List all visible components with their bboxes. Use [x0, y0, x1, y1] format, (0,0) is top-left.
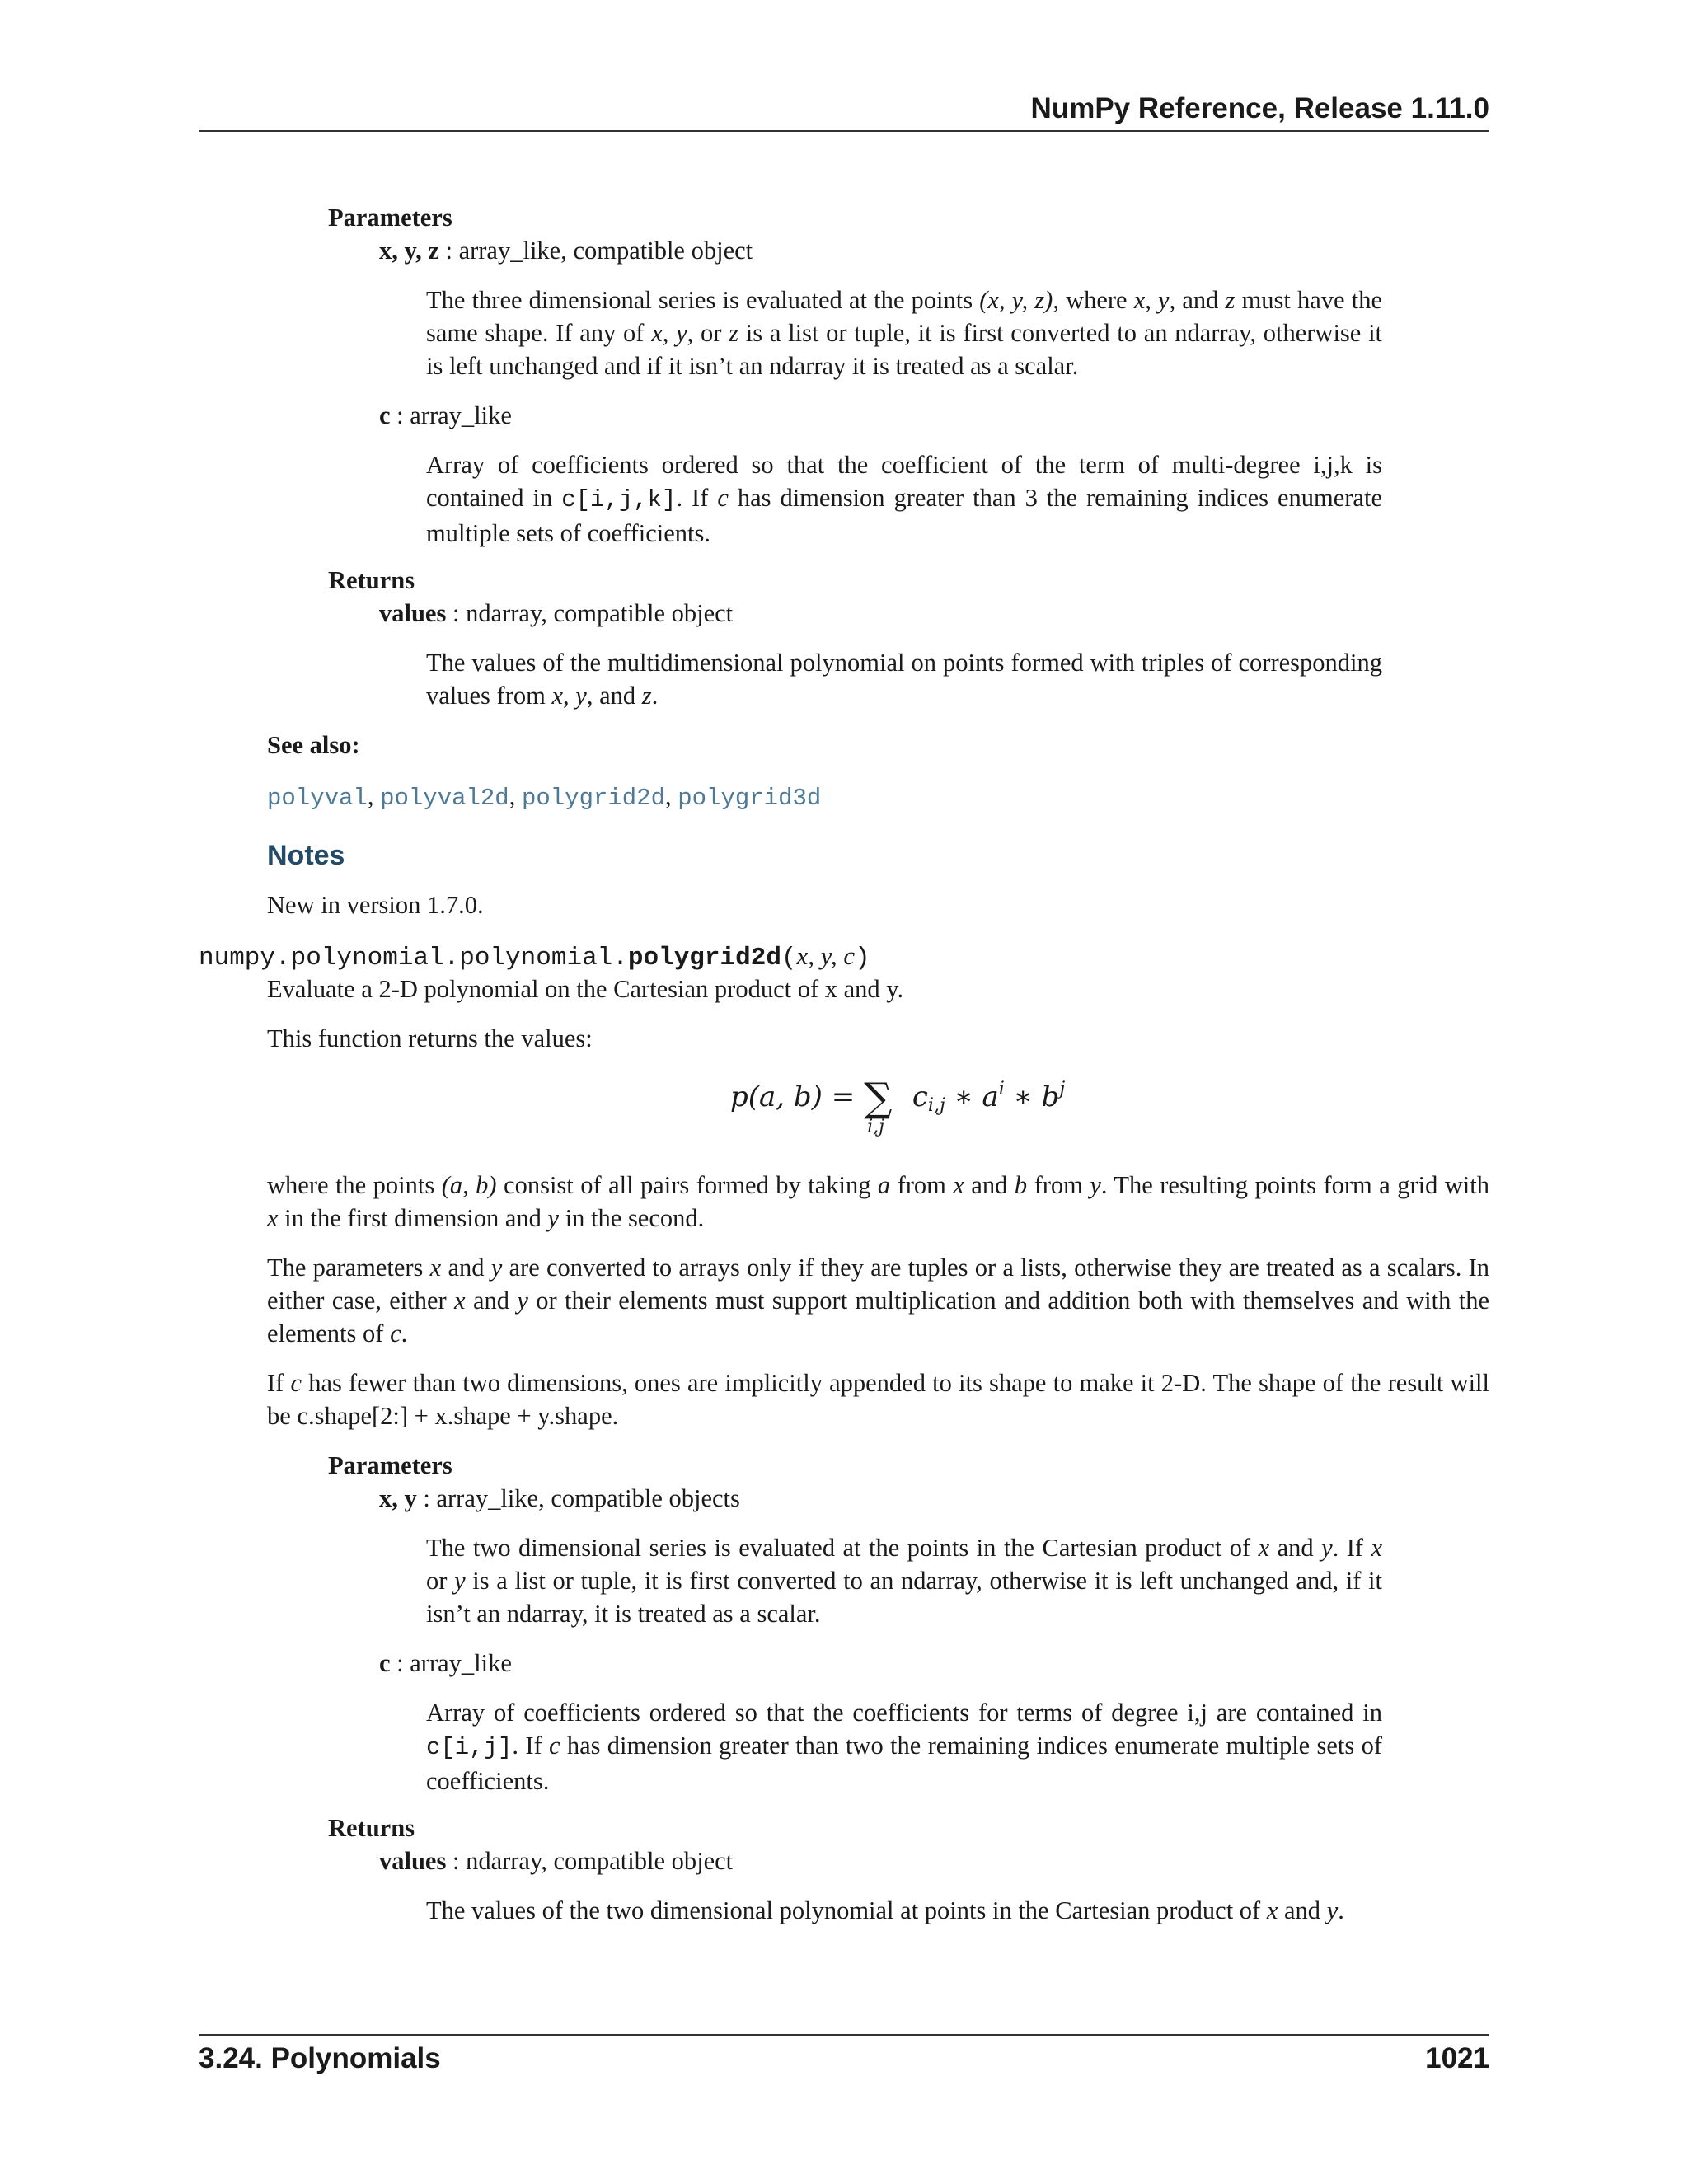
- function-summary: Evaluate a 2-D polynomial on the Cartesian product of x and y.: [267, 975, 904, 1003]
- return-values-2-desc: The values of the two dimensional polynomial at points in the Cartesian product of x and y.: [426, 1896, 1344, 1924]
- see-also-links: polyval, polyval2d, polygrid2d, polygrid3d: [267, 782, 822, 812]
- header-rule: [199, 130, 1489, 132]
- notes-text: New in version 1.7.0.: [267, 891, 484, 919]
- returns-label-1: Returns: [328, 566, 415, 594]
- paragraph-points: where the points (a, b) consist of all pairs formed by taking a from x and b from y. The resulting points form a grid with x in the first dimension and y in the second.: [267, 1171, 1490, 1232]
- footer-section: 3.24. Polynomials: [199, 2042, 441, 2074]
- param-c: c : array_like: [379, 401, 512, 429]
- paragraph-params: The parameters x and y are converted to arrays only if they are tuples or a lists, otherwise they are treated as a scalars. In either case, either x and y or their elements must support multiplication and addition both with themselves and with the elements of c.: [267, 1254, 1489, 1347]
- return-values-1-desc: The values of the multidimensional polynomial on points formed with triples of corresponding values from x, y, and z.: [426, 649, 1382, 710]
- params-label-1: Parameters: [328, 204, 452, 232]
- param-xy-desc: The two dimensional series is evaluated at the points in the Cartesian product of x and y. If x or y is a list or tuple, it is first converted to an ndarray, otherwise it is left unchanged and, if it isn’t an ndarray, it is treated as a scalar.: [426, 1534, 1382, 1628]
- param-xy: x, y : array_like, compatible objects: [379, 1484, 740, 1512]
- param-xyz-desc: The three dimensional series is evaluated at the points (x, y, z), where x, y, and z must have the same shape. If any of x, y, or z is a list or tuple, it is first converted to an ndarray, otherwise it is left unchanged and if it isn’t an ndarray it is treated as a scalar.: [426, 286, 1383, 380]
- return-values-2: values : ndarray, compatible object: [379, 1847, 734, 1875]
- returns-label-2: Returns: [328, 1814, 415, 1842]
- function-signature: numpy.polynomial.polynomial.polygrid2d(x, y, c): [199, 941, 870, 972]
- param-c-desc: Array of coefficients ordered so that the coefficient of the term of multi-degree i,j,k is contained in c[i,j,k]. If c has dimension greater than 3 the remaining indices enumerate multiple sets of coefficients.: [426, 451, 1382, 547]
- return-values-1: values : ndarray, compatible object: [379, 599, 734, 627]
- param-xyz: x, y, z : array_like, compatible object: [379, 237, 753, 265]
- formula: p(a, b) = ∑ i,j $c_{i,j}$ ∗ $a^i$ ∗ $b^j$: [730, 1075, 1066, 1137]
- running-header: NumPy Reference, Release 1.11.0: [1030, 92, 1489, 124]
- footer-rule: [199, 2034, 1489, 2036]
- link-polygrid2d[interactable]: polygrid2d: [521, 785, 665, 812]
- link-polygrid3d[interactable]: polygrid3d: [678, 785, 822, 812]
- link-polyval2d[interactable]: polyval2d: [380, 785, 509, 812]
- link-polyval[interactable]: polyval: [267, 785, 368, 812]
- param-c-2-desc: Array of coefficients ordered so that the coefficients for terms of degree i,j are contained in c[i,j]. If c has dimension greater than two the remaining indices enumerate multiple sets of coefficients.: [426, 1699, 1382, 1795]
- paragraph-shape: If c has fewer than two dimensions, ones are implicitly appended to its shape to make it 2-D. The shape of the result will be c.shape[2:] + x.shape + y.shape.: [267, 1369, 1489, 1430]
- notes-heading: Notes: [267, 840, 345, 871]
- param-c-2: c : array_like: [379, 1649, 512, 1677]
- see-also-label: See also:: [267, 731, 360, 759]
- page-number: 1021: [1425, 2042, 1489, 2074]
- params-label-2: Parameters: [328, 1451, 452, 1479]
- returns-intro: This function returns the values:: [267, 1024, 593, 1052]
